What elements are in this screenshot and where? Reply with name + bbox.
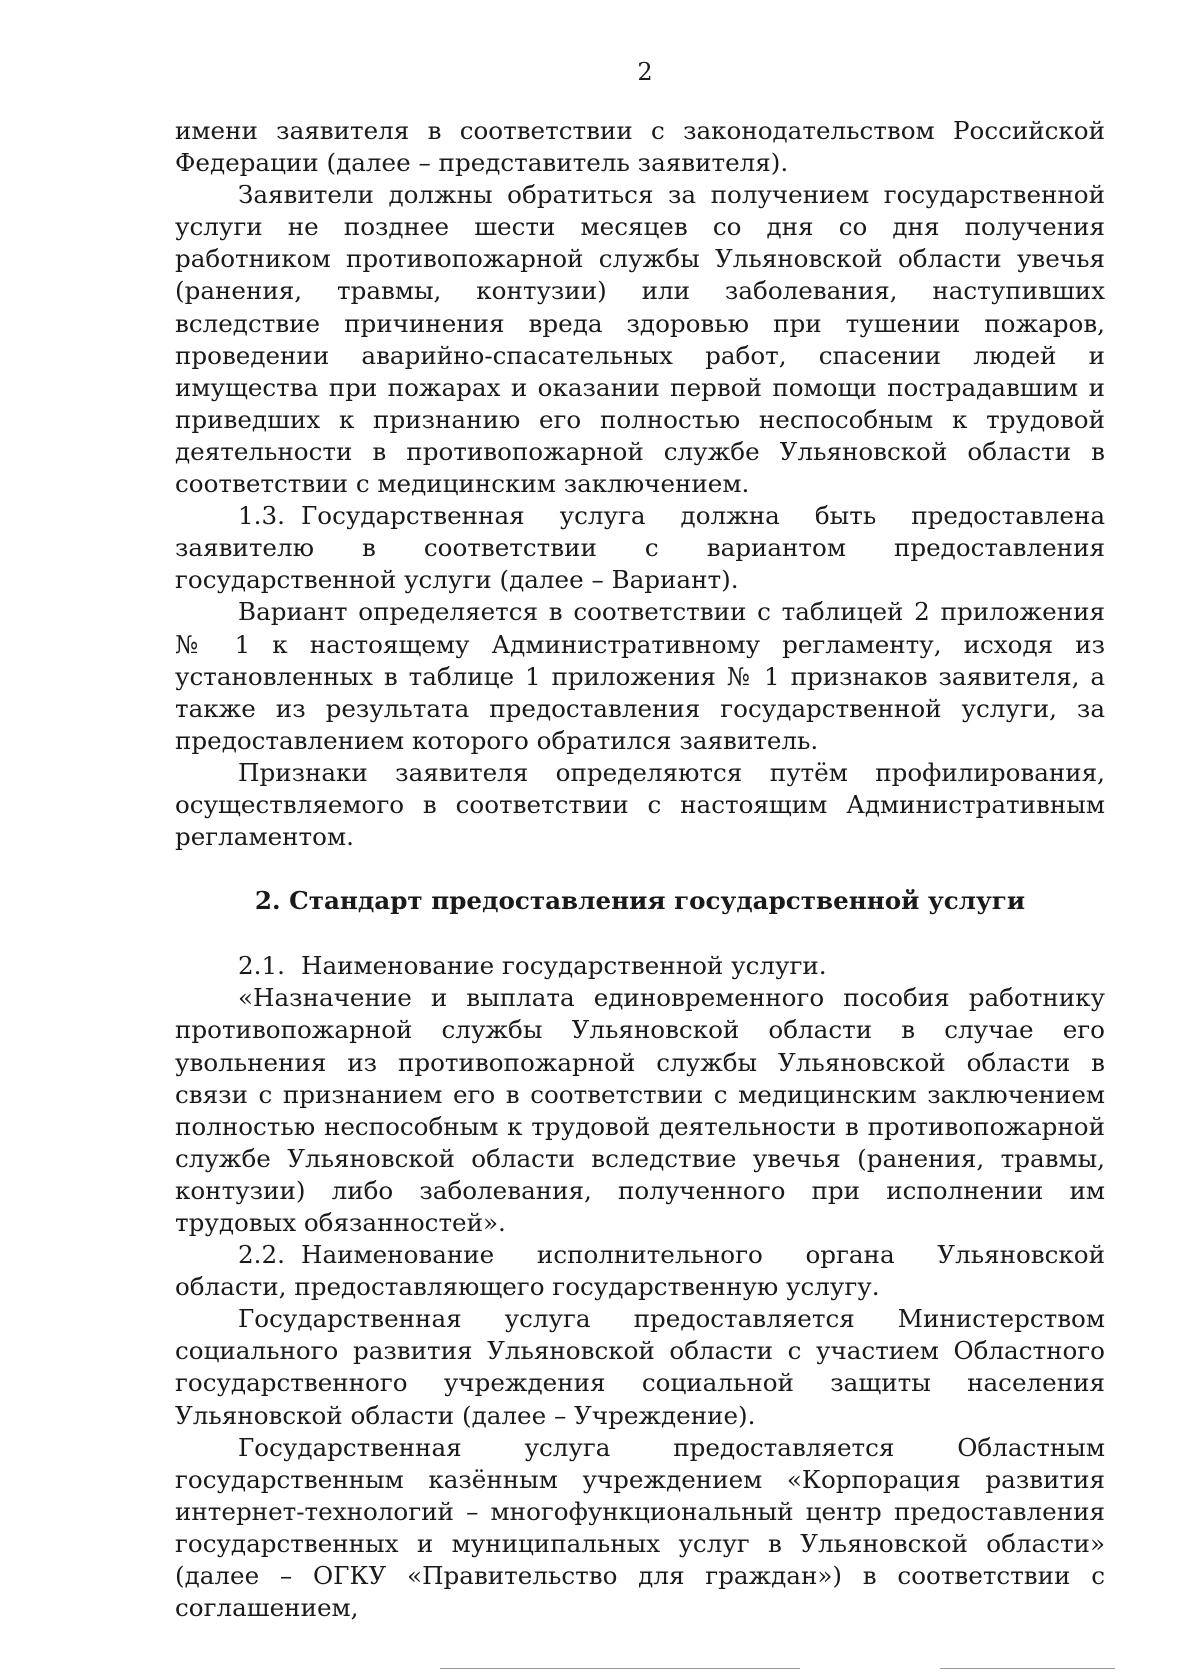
paragraph xyxy=(175,950,1105,982)
paragraph xyxy=(175,1432,1105,1625)
paragraph-text: имени заявителя в соответствии с законодательством Российской Федерации (далее – представитель заявителя). xyxy=(175,116,1105,178)
paragraph xyxy=(175,179,1105,500)
paragraph-text: Вариант определяется в соответствии с таблицей 2 приложения № 1 к настоящему Административному регламенту, исходя из установленных в таблице 1 приложения № 1 признаков заявителя, а также из результата предоставления государственной услуги, за предоставлением которого обратился заявитель. xyxy=(175,597,1105,755)
paragraph-text: Признаки заявителя определяются путём профилирования, осуществляемого в соответствии с настоящим Административным регламентом. xyxy=(175,757,1105,852)
paragraph-text: Государственная услуга предоставляется Областным государственным казённым учреждением «Корпорация развития интернет-технологий – многофункциональный центр предоставления государственных и муниципальных услуг в Ульяновской области» (далее – ОГКУ «Правительство для граждан») в соответствии с соглашением, xyxy=(175,1432,1105,1623)
document-body xyxy=(175,115,1105,1624)
paragraph-text: Наименование исполнительного органа Ульяновской области, предоставляющего государственную услугу. xyxy=(175,1240,1105,1302)
section-2-body xyxy=(175,950,1105,1624)
paragraph xyxy=(175,982,1105,1239)
paragraph-text: Государственная услуга должна быть предоставлена заявителю в соответствии с вариантом предоставления государственной услуги (далее – Вариант). xyxy=(175,501,1105,595)
clause-number: 2.1. xyxy=(238,951,285,981)
paragraph xyxy=(175,1303,1105,1431)
paragraph xyxy=(175,500,1105,596)
paragraph-text: Наименование государственной услуги. xyxy=(301,951,827,981)
clause-number: 2.2. xyxy=(238,1240,285,1270)
page-number: 2 xyxy=(637,58,653,86)
paragraph xyxy=(175,596,1105,756)
section-heading: 2. Стандарт предоставления государственной услуги xyxy=(254,886,1026,916)
paragraph-text: «Назначение и выплата единовременного пособия работнику противопожарной службы Ульяновской области в случае его увольнения из противопожарной службы Ульяновской области в связи с признанием его в соответствии с медицинским заключением полностью неспособным к трудовой деятельности в противопожарной службе Ульяновской области вследствие увечья (ранения, травмы, контузии) либо заболевания, полученного при исполнении им трудовых обязанностей». xyxy=(175,983,1105,1237)
clause-number: 1.3. xyxy=(238,501,285,531)
section-1-continuation xyxy=(175,115,1105,853)
footer-rule xyxy=(440,1668,800,1669)
paragraph-text: Заявители должны обратиться за получением государственной услуги не позднее шести месяцев со дня со дня получения работником противопожарной службы Ульяновской области увечья (ранения, травмы, контузии) или заболевания, наступивших вследствие причинения вреда здоровью при тушении пожаров, проведении аварийно-спасательных работ, спасении людей и имущества при пожарах и оказании первой помощи пострадавшим и приведших к признанию его полностью неспособным к трудовой деятельности в противопожарной службе Ульяновской области в соответствии с медицинским заключением. xyxy=(175,180,1105,499)
footer-rule xyxy=(940,1668,1115,1669)
paragraph xyxy=(175,115,1105,179)
paragraph xyxy=(175,1239,1105,1303)
paragraph-text: Государственная услуга предоставляется Министерством социального развития Ульяновской области с участием Областного государственного учреждения социальной защиты населения Ульяновской области (далее – Учреждение). xyxy=(175,1304,1105,1430)
paragraph xyxy=(175,757,1105,853)
